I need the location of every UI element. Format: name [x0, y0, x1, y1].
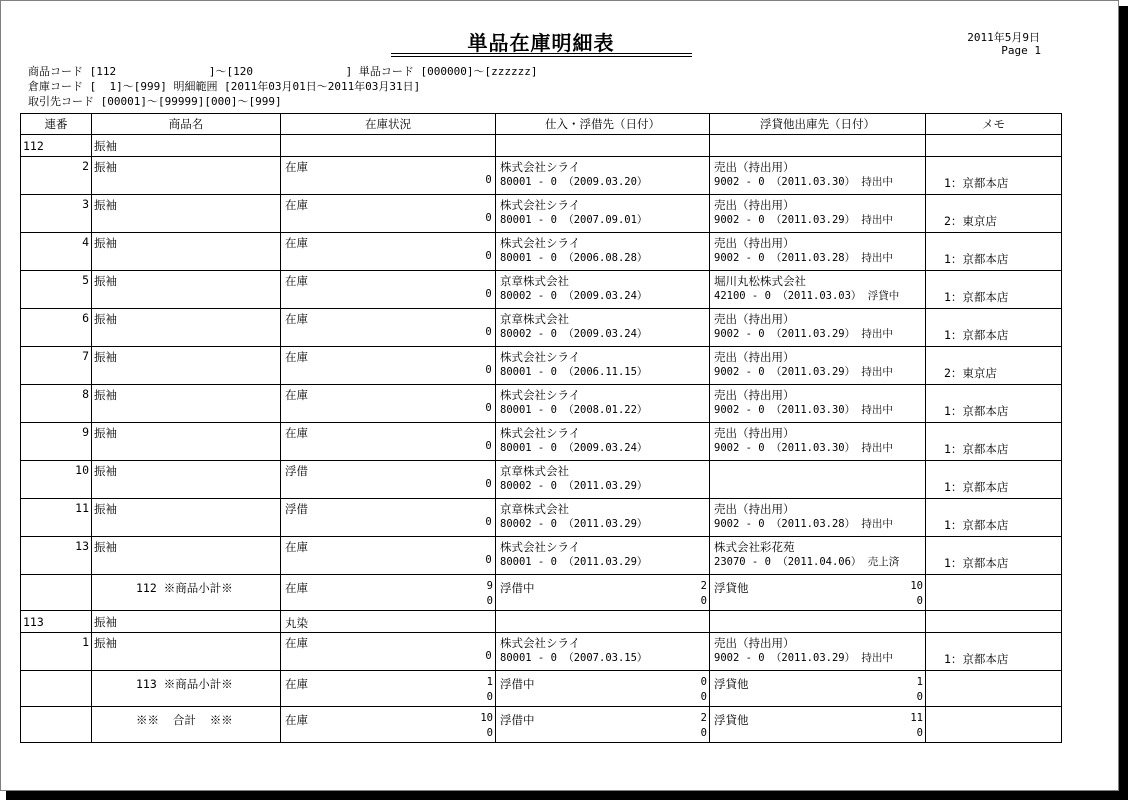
item-qty: 0 [485, 516, 492, 528]
subtotal-lend-value: 11 [910, 712, 923, 724]
item-supplier-detail: 80001 - 0 （2006.08.28） [500, 252, 648, 264]
item-outgoing-name: 売出（持出用） [714, 236, 795, 250]
item-supplier-name: 株式会社シライ [500, 350, 581, 364]
item-outgoing-detail: 9002 - 0 （2011.03.29） 持出中 [714, 328, 893, 340]
item-seq: 10 [21, 461, 92, 499]
item-name: 振袖 [92, 271, 281, 309]
subtotal-loan-value-2: 0 [700, 727, 707, 739]
item-status: 在庫 [281, 233, 496, 271]
item-outgoing-cell [710, 461, 926, 499]
item-memo-cell [926, 633, 1062, 671]
item-status: 在庫 [281, 157, 496, 195]
table-row [21, 423, 1062, 461]
group-empty-cell [926, 611, 1062, 633]
item-supplier-cell [485, 633, 710, 671]
table-row [21, 233, 1062, 271]
item-supplier-detail: 80001 - 0 （2009.03.20） [500, 176, 648, 188]
item-outgoing-detail: 9002 - 0 （2011.03.28） 持出中 [714, 252, 893, 264]
subtotal-stock-value-2: 0 [486, 691, 493, 703]
item-qty: 0 [485, 364, 492, 376]
item-supplier-cell [485, 309, 710, 347]
item-supplier-detail: 80002 - 0 （2009.03.24） [500, 290, 648, 302]
item-qty: 0 [485, 288, 492, 300]
item-outgoing-cell [710, 309, 926, 347]
item-seq: 3 [21, 195, 92, 233]
item-status: 在庫 [281, 309, 496, 347]
item-memo: 2：東京店 [944, 366, 997, 380]
item-supplier-cell [485, 347, 710, 385]
item-qty: 0 [485, 326, 492, 338]
item-memo: 1：京都本店 [944, 480, 1009, 494]
subtotal-loan-value: 0 [700, 676, 707, 688]
item-outgoing-detail: 9002 - 0 （2011.03.29） 持出中 [714, 366, 893, 378]
subtotal-label: ※※ 合計 ※※ [136, 713, 233, 727]
item-outgoing-name: 売出（持出用） [714, 636, 795, 650]
subtotal-memo-cell [926, 575, 1062, 611]
subtotal-label-cell [92, 575, 281, 611]
item-name: 振袖 [92, 195, 281, 233]
title-underline-bottom [391, 56, 692, 57]
item-supplier-name: 株式会社シライ [500, 160, 581, 174]
condition-warehouse-code: 倉庫コード [ 1]～[999] 明細範囲 [2011年03月01日～2011年03月31日] [28, 80, 421, 93]
table-header-row [21, 114, 1062, 135]
item-qty: 0 [485, 440, 492, 452]
table-row [21, 499, 1062, 537]
group-header-row [21, 611, 1062, 633]
item-supplier-name: 株式会社シライ [500, 426, 581, 440]
item-status: 在庫 [281, 195, 496, 233]
subtotal-memo-cell [926, 671, 1062, 707]
subtotal-stock [281, 671, 496, 707]
item-outgoing-name: 売出（持出用） [714, 312, 795, 326]
item-outgoing-name: 堀川丸松株式会社 [714, 274, 806, 288]
table-row [21, 347, 1062, 385]
item-memo: 1：京都本店 [944, 328, 1009, 342]
subtotal-stock-value-2: 0 [486, 727, 493, 739]
subtotal-stock [281, 707, 496, 743]
stock-detail-table [20, 113, 1062, 743]
condition-supplier-code: 取引先コード [00001]～[99999][000]～[999] [28, 95, 282, 108]
subtotal-stock-label: 在庫 [285, 713, 308, 727]
item-supplier-detail: 80001 - 0 （2011.03.29） [500, 556, 648, 568]
subtotal-stock [281, 575, 496, 611]
item-outgoing-name: 売出（持出用） [714, 502, 795, 516]
group-empty-cell [496, 611, 710, 633]
group-status [281, 135, 496, 157]
subtotal-loan-value-2: 0 [700, 691, 707, 703]
subtotal-label-cell [92, 671, 281, 707]
subtotal-label: 113 ※商品小計※ [136, 677, 233, 691]
item-memo: 2：東京店 [944, 214, 997, 228]
item-qty: 0 [485, 402, 492, 414]
page-shadow-bottom [6, 791, 1128, 800]
item-memo: 1：京都本店 [944, 518, 1009, 532]
table-row [21, 309, 1062, 347]
subtotal-loan-value: 2 [700, 580, 707, 592]
item-seq: 8 [21, 385, 92, 423]
item-qty: 0 [485, 212, 492, 224]
column-header-seq: 連番 [21, 114, 92, 135]
subtotal-stock-value: 9 [486, 580, 493, 592]
subtotal-lend-label: 浮貸他 [714, 713, 749, 727]
subtotal-lend-value-2: 0 [916, 691, 923, 703]
item-supplier-name: 京章株式会社 [500, 464, 569, 478]
item-memo: 1：京都本店 [944, 404, 1009, 418]
subtotal-memo-cell [926, 707, 1062, 743]
subtotal-stock-value: 1 [486, 676, 493, 688]
report-date: 2011年5月9日 [967, 31, 1040, 44]
group-name: 振袖 [92, 135, 281, 157]
item-seq: 1 [21, 633, 92, 671]
item-name: 振袖 [92, 633, 281, 671]
table-body [21, 135, 1062, 743]
item-outgoing-name: 売出（持出用） [714, 350, 795, 364]
item-qty: 0 [485, 250, 492, 262]
item-supplier-cell [485, 461, 710, 499]
item-outgoing-name: 売出（持出用） [714, 388, 795, 402]
subtotal-lend-value-2: 0 [916, 595, 923, 607]
item-supplier-cell [485, 233, 710, 271]
item-supplier-detail: 80001 - 0 （2007.03.15） [500, 652, 648, 664]
item-outgoing-detail: 9002 - 0 （2011.03.29） 持出中 [714, 652, 893, 664]
subtotal-loan-value-2: 0 [700, 595, 707, 607]
item-supplier-name: 株式会社シライ [500, 198, 581, 212]
item-status: 浮借 [281, 461, 496, 499]
item-name: 振袖 [92, 537, 281, 575]
item-seq: 5 [21, 271, 92, 309]
item-outgoing-detail: 9002 - 0 （2011.03.30） 持出中 [714, 176, 893, 188]
item-qty: 0 [485, 478, 492, 490]
subtotal-stock-value-2: 0 [486, 595, 493, 607]
subtotal-lend-value: 10 [910, 580, 923, 592]
item-memo: 1：京都本店 [944, 290, 1009, 304]
item-outgoing-cell [710, 271, 926, 309]
table-row [21, 195, 1062, 233]
item-outgoing-detail: 23070 - 0 （2011.04.06） 売上済 [714, 556, 900, 568]
subtotal-lend [710, 671, 926, 707]
item-outgoing-cell [710, 385, 926, 423]
subtotal-loan-label: 浮借中 [500, 713, 535, 727]
item-supplier-name: 京章株式会社 [500, 312, 569, 326]
group-empty-cell [496, 135, 710, 157]
item-memo: 1：京都本店 [944, 176, 1009, 190]
group-header-row [21, 135, 1062, 157]
item-name: 振袖 [92, 233, 281, 271]
item-memo-cell [926, 233, 1062, 271]
item-supplier-cell [485, 385, 710, 423]
subtotal-loan-label: 浮借中 [500, 581, 535, 595]
item-outgoing-cell [710, 157, 926, 195]
item-memo: 1：京都本店 [944, 556, 1009, 570]
item-status: 在庫 [281, 385, 496, 423]
item-name: 振袖 [92, 423, 281, 461]
item-status: 在庫 [281, 537, 496, 575]
group-empty-cell [710, 611, 926, 633]
subtotal-stock-label: 在庫 [285, 677, 308, 691]
item-qty: 0 [485, 554, 492, 566]
item-name: 振袖 [92, 499, 281, 537]
item-status: 在庫 [281, 633, 496, 671]
column-header-supplier: 仕入・浮借先（日付） [496, 114, 710, 135]
subtotal-loan [496, 671, 710, 707]
subtotal-loan-label: 浮借中 [500, 677, 535, 691]
item-seq: 6 [21, 309, 92, 347]
item-outgoing-cell [710, 347, 926, 385]
subtotal-loan [496, 575, 710, 611]
item-memo-cell [926, 347, 1062, 385]
group-code: 113 [21, 611, 92, 633]
condition-product-code: 商品コード [112 ]～[120 ] 単品コード [000000]～[zzzzzz] [28, 65, 538, 78]
item-supplier-cell [485, 499, 710, 537]
item-outgoing-cell [710, 633, 926, 671]
subtotal-lend-label: 浮貸他 [714, 677, 749, 691]
report-title: 単品在庫明細表 [467, 31, 615, 55]
item-supplier-detail: 80001 - 0 （2009.03.24） [500, 442, 648, 454]
grand-total-row [21, 707, 1062, 743]
item-supplier-detail: 80001 - 0 （2008.01.22） [500, 404, 648, 416]
subtotal-seq-cell [21, 575, 92, 611]
subtotal-stock-value: 10 [480, 712, 493, 724]
subtotal-lend-value: 1 [916, 676, 923, 688]
item-memo-cell [926, 499, 1062, 537]
item-memo: 1：京都本店 [944, 652, 1009, 666]
item-seq: 11 [21, 499, 92, 537]
item-outgoing-name: 売出（持出用） [714, 426, 795, 440]
group-name: 振袖 [92, 611, 281, 633]
column-header-status: 在庫状況 [281, 114, 496, 135]
subtotal-row [21, 575, 1062, 611]
column-header-product: 商品名 [92, 114, 281, 135]
item-qty: 0 [485, 174, 492, 186]
item-outgoing-detail: 42100 - 0 （2011.03.03） 浮貸中 [714, 290, 900, 302]
item-supplier-cell [485, 423, 710, 461]
item-memo-cell [926, 195, 1062, 233]
item-outgoing-cell [710, 499, 926, 537]
item-status: 浮借 [281, 499, 496, 537]
table-row [21, 385, 1062, 423]
item-outgoing-cell [710, 233, 926, 271]
item-supplier-name: 株式会社シライ [500, 636, 581, 650]
subtotal-seq-cell [21, 671, 92, 707]
item-name: 振袖 [92, 157, 281, 195]
item-status: 在庫 [281, 347, 496, 385]
table-row [21, 271, 1062, 309]
item-supplier-name: 株式会社シライ [500, 540, 581, 554]
subtotal-lend-label: 浮貸他 [714, 581, 749, 595]
subtotal-stock-label: 在庫 [285, 581, 308, 595]
item-name: 振袖 [92, 461, 281, 499]
item-memo-cell [926, 157, 1062, 195]
item-outgoing-cell [710, 537, 926, 575]
subtotal-row [21, 671, 1062, 707]
column-header-outgoing: 浮貸他出庫先（日付） [710, 114, 926, 135]
item-supplier-cell [485, 195, 710, 233]
item-supplier-cell [485, 271, 710, 309]
page-number: Page 1 [1001, 44, 1041, 57]
group-empty-cell [926, 135, 1062, 157]
item-outgoing-name: 株式会社彩花苑 [714, 540, 795, 554]
item-supplier-detail: 80002 - 0 （2011.03.29） [500, 518, 648, 530]
item-outgoing-detail: 9002 - 0 （2011.03.30） 持出中 [714, 442, 893, 454]
subtotal-loan-value: 2 [700, 712, 707, 724]
item-memo-cell [926, 385, 1062, 423]
item-supplier-name: 京章株式会社 [500, 274, 569, 288]
item-status: 在庫 [281, 423, 496, 461]
group-status: 丸染 [281, 611, 496, 633]
item-qty: 0 [485, 650, 492, 662]
group-empty-cell [710, 135, 926, 157]
item-seq: 7 [21, 347, 92, 385]
item-status: 在庫 [281, 271, 496, 309]
subtotal-label: 112 ※商品小計※ [136, 581, 233, 595]
item-memo-cell [926, 537, 1062, 575]
subtotal-lend [710, 707, 926, 743]
item-supplier-name: 株式会社シライ [500, 236, 581, 250]
title-underline-top [391, 53, 692, 54]
item-supplier-cell [485, 157, 710, 195]
item-outgoing-cell [710, 423, 926, 461]
item-supplier-detail: 80002 - 0 （2009.03.24） [500, 328, 648, 340]
item-name: 振袖 [92, 385, 281, 423]
item-supplier-name: 京章株式会社 [500, 502, 569, 516]
subtotal-seq-cell [21, 707, 92, 743]
item-supplier-detail: 80001 - 0 （2006.11.15） [500, 366, 648, 378]
item-memo-cell [926, 309, 1062, 347]
item-outgoing-cell [710, 195, 926, 233]
item-memo: 1：京都本店 [944, 442, 1009, 456]
item-outgoing-detail: 9002 - 0 （2011.03.28） 持出中 [714, 518, 893, 530]
item-memo-cell [926, 271, 1062, 309]
table-row [21, 633, 1062, 671]
item-outgoing-name: 売出（持出用） [714, 198, 795, 212]
item-name: 振袖 [92, 309, 281, 347]
item-seq: 4 [21, 233, 92, 271]
item-outgoing-detail: 9002 - 0 （2011.03.29） 持出中 [714, 214, 893, 226]
table-row [21, 537, 1062, 575]
item-memo-cell [926, 423, 1062, 461]
column-header-memo: メモ [926, 114, 1062, 135]
item-supplier-cell [485, 537, 710, 575]
item-name: 振袖 [92, 347, 281, 385]
table-row [21, 157, 1062, 195]
group-code: 112 [21, 135, 92, 157]
item-seq: 9 [21, 423, 92, 461]
page-shadow-right [1119, 6, 1128, 800]
table-row [21, 461, 1062, 499]
subtotal-label-cell [92, 707, 281, 743]
item-supplier-detail: 80001 - 0 （2007.09.01） [500, 214, 648, 226]
item-memo-cell [926, 461, 1062, 499]
subtotal-lend [710, 575, 926, 611]
subtotal-lend-value-2: 0 [916, 727, 923, 739]
subtotal-loan [496, 707, 710, 743]
item-seq: 2 [21, 157, 92, 195]
item-outgoing-name: 売出（持出用） [714, 160, 795, 174]
item-supplier-name: 株式会社シライ [500, 388, 581, 402]
item-seq: 13 [21, 537, 92, 575]
item-memo: 1：京都本店 [944, 252, 1009, 266]
item-outgoing-detail: 9002 - 0 （2011.03.30） 持出中 [714, 404, 893, 416]
item-supplier-detail: 80002 - 0 （2011.03.29） [500, 480, 648, 492]
